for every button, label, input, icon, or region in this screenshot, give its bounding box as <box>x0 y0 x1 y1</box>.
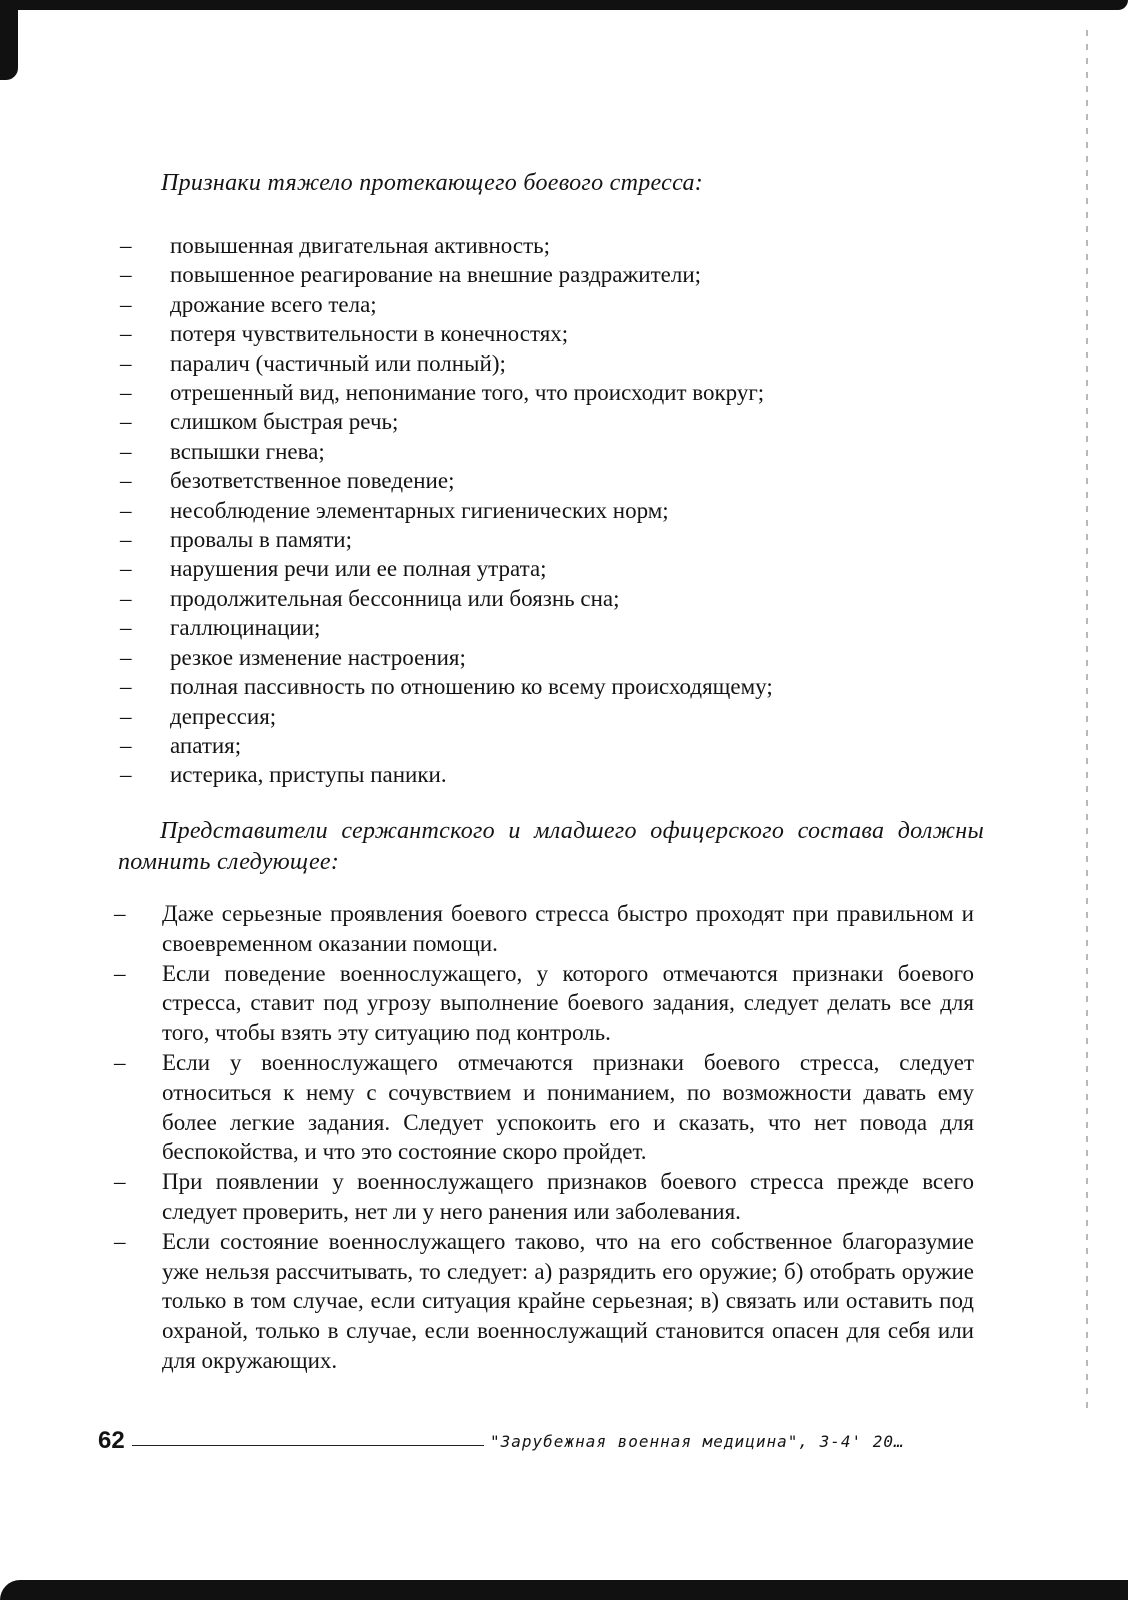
list-item: – Если поведение военнослужащего, у которого отмечаются признаки боевого стресса, ставит под угрозу выполнение боевого задания, следует делать все для того, чтобы взять эту ситуацию под контроль. <box>114 959 974 1048</box>
guidance-list <box>114 899 974 1376</box>
list-item: – дрожание всего тела; <box>120 290 900 319</box>
list-item: – депрессия; <box>120 702 900 731</box>
symptoms-list <box>120 231 900 790</box>
scan-edge-bottom <box>0 1580 1128 1600</box>
list-item: – апатия; <box>120 731 900 760</box>
list-item: – повышенное реагирование на внешние раздражители; <box>120 260 900 289</box>
list-item: – отрешенный вид, непонимание того, что происходит вокруг; <box>120 378 900 407</box>
list-item: – паралич (частичный или полный); <box>120 349 900 378</box>
page-number: 62 <box>98 1427 125 1454</box>
list-item: – нарушения речи или ее полная утрата; <box>120 554 900 583</box>
list-item: – Если состояние военнослужащего таково, что на его собственное благоразумие уже нельзя рассчитывать, то следует: а) разрядить его оружие; б) отобрать оружие только в том случае, если ситуация крайне серьезная; в) связать или оставить под охраной, только в случае, если военнослужащий становится опасен для себя или для окружающих. <box>114 1227 974 1376</box>
list-item: – повышенная двигательная активность; <box>120 231 900 260</box>
footer-rule <box>132 1445 484 1446</box>
scan-edge-right <box>1086 30 1088 1410</box>
list-item: – резкое изменение настроения; <box>120 643 900 672</box>
list-item: – полная пассивность по отношению ко всему происходящему; <box>120 672 900 701</box>
list-item: – провалы в памяти; <box>120 525 900 554</box>
section1-heading: Признаки тяжело протекающего боевого стресса: <box>161 170 704 196</box>
list-item: – несоблюдение элементарных гигиенических норм; <box>120 496 900 525</box>
journal-title: "Зарубежная военная медицина", 3-4' 20… <box>490 1432 905 1451</box>
list-item: – потеря чувствительности в конечностях; <box>120 319 900 348</box>
list-item: – истерика, приступы паники. <box>120 760 900 789</box>
list-item: – При появлении у военнослужащего признаков боевого стресса прежде всего следует проверить, нет ли у него ранения или заболевания. <box>114 1167 974 1227</box>
scan-edge-left <box>0 0 18 80</box>
list-item: – Если у военнослужащего отмечаются признаки боевого стресса, следует относиться к нему с сочувствием и пониманием, по возможности давать ему более легкие задания. Следует успокоить его и сказать, что нет повода для беспокойства, и что это состояние скоро пройдет. <box>114 1048 974 1167</box>
list-item: – вспышки гнева; <box>120 437 900 466</box>
section2-heading: Представители сержантского и младшего офицерского состава должны помнить следующее: <box>118 818 984 875</box>
list-item: – галлюцинации; <box>120 613 900 642</box>
list-item: – слишком быстрая речь; <box>120 407 900 436</box>
scan-edge-top <box>10 0 1128 10</box>
list-item: – Даже серьезные проявления боевого стресса быстро проходят при правильном и своевременном оказании помощи. <box>114 899 974 959</box>
list-item: – безответственное поведение; <box>120 466 900 495</box>
list-item: – продолжительная бессонница или боязнь сна; <box>120 584 900 613</box>
